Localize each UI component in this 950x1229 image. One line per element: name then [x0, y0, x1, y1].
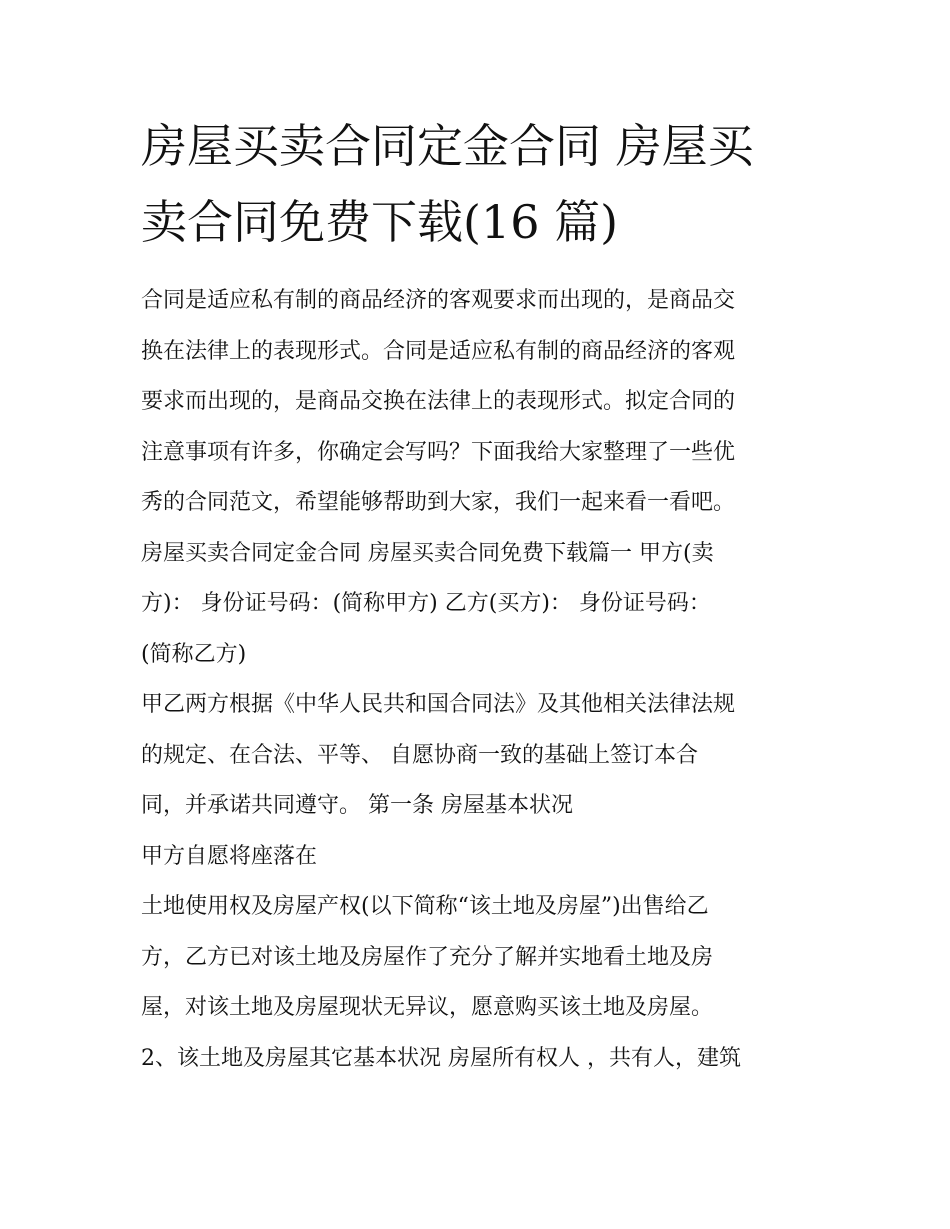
body-line: 的规定、在合法、平等、 自愿协商一致的基础上签订本合 — [141, 742, 698, 768]
body-line: 同，并承诺共同遵守。 第一条 房屋基本状况 — [141, 793, 573, 818]
body-line: 秀的合同范文，希望能够帮助到大家，我们一起来看一看吧。 — [141, 490, 736, 515]
body-line: 土地使用权及房屋产权(以下简称“该土地及房屋”)出售给乙 — [141, 894, 709, 919]
body-line: (简称乙方) — [141, 641, 247, 667]
body-line: 注意事项有许多，你确定会写吗？下面我给大家整理了一些优 — [141, 439, 736, 465]
body-line: 合同是适应私有制的商品经济的客观要求而出现的，是商品交 — [141, 288, 736, 313]
body-line: 甲方自愿将座落在 — [141, 843, 318, 869]
document-page — [141, 118, 821, 250]
document-title-line-1: 房屋买卖合同定金合同 房屋买 — [141, 119, 754, 173]
document-body — [141, 276, 821, 1084]
body-line: 要求而出现的，是商品交换在法律上的表现形式。拟定合同的 — [141, 389, 736, 414]
body-line: 方)： 身份证号码：(简称甲方) 乙方(买方)： 身份证号码： — [141, 591, 711, 616]
body-line: 房屋买卖合同定金合同 房屋买卖合同免费下载篇一 甲方(卖 — [141, 540, 714, 566]
document-title-line-2: 卖合同免费下载(16 篇) — [141, 195, 619, 249]
body-line: 2、该土地及房屋其它基本状况 房屋所有权人 ，共有人，建筑 — [141, 1045, 741, 1071]
body-line: 方，乙方已对该土地及房屋作了充分了解并实地看土地及房 — [141, 944, 714, 970]
body-line: 屋，对该土地及房屋现状无异议，愿意购买该土地及房屋。 — [141, 995, 714, 1020]
body-line: 换在法律上的表现形式。合同是适应私有制的商品经济的客观 — [141, 338, 736, 364]
body-line: 甲乙两方根据《中华人民共和国合同法》及其他相关法律法规 — [141, 692, 736, 717]
